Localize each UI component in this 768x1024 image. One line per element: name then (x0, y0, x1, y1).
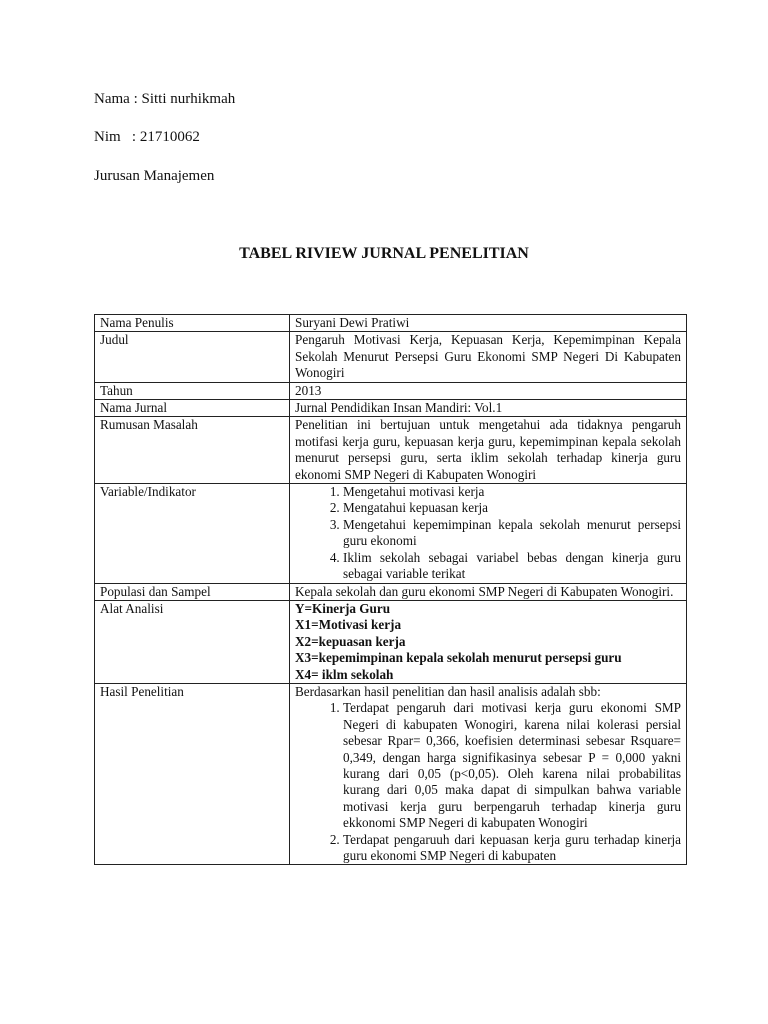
analysis-variable: X4= iklm sekolah (295, 666, 394, 682)
table-row (95, 382, 687, 399)
review-table (94, 314, 687, 865)
row-label-jurnal: Nama Jurnal (95, 400, 290, 417)
table-row (95, 417, 687, 484)
analysis-variable: X1=Motivasi kerja (295, 617, 402, 633)
list-item: 3. Mengetahui kepemimpinan kepala sekolah menurut persepsi guru ekonomi (343, 517, 681, 550)
row-value-rumusan: Penelitian ini bertujuan untuk mengetahui ada tidaknya pengaruh motifasi kerja guru, kepuasan kerja guru, kepemimpinan kepala sekolah menurut persepsi guru, serta iklim sekolah terhadap kinerja guru ekonomi SMP Negeri di Kabupaten Wonogiri (290, 417, 687, 484)
table-row (95, 600, 687, 683)
row-label-populasi: Populasi dan Sampel (95, 583, 290, 600)
table-row (95, 400, 687, 417)
student-nim: Nim : 21710062 (94, 129, 200, 145)
row-value-jurnal: Jurnal Pendidikan Insan Mandiri: Vol.1 (290, 400, 687, 417)
row-label-alat: Alat Analisi (95, 600, 290, 683)
row-value-alat (290, 600, 687, 683)
row-label-penulis: Nama Penulis (95, 315, 290, 332)
table-row (95, 683, 687, 864)
list-item: 2. Terdapat pengaruuh dari kepuasan kerja guru terhadap kinerja guru ekonomi SMP Negeri di kabupaten (343, 832, 681, 865)
table-row (95, 332, 687, 382)
results-list (295, 700, 681, 864)
table-row (95, 583, 687, 600)
analysis-variable: Y=Kinerja Guru (295, 600, 391, 616)
document-title: TABEL RIVIEW JURNAL PENELITIAN (239, 245, 529, 262)
row-value-hasil (290, 683, 687, 864)
row-label-rumusan: Rumusan Masalah (95, 417, 290, 484)
row-label-judul: Judul (95, 332, 290, 382)
row-value-penulis: Suryani Dewi Pratiwi (290, 315, 687, 332)
row-value-tahun: 2013 (290, 382, 687, 399)
student-department: Jurusan Manajemen (94, 168, 215, 184)
analysis-variable: X2=kepuasan kerja (295, 633, 406, 649)
row-value-judul: Pengaruh Motivasi Kerja, Kepuasan Kerja, Kepemimpinan Kepala Sekolah Menurut Persepsi Guru Ekonomi SMP Negeri Di Kabupaten Wonogiri (290, 332, 687, 382)
table-row (95, 484, 687, 583)
student-name: Nama : Sitti nurhikmah (94, 91, 236, 107)
table-row (95, 315, 687, 332)
variable-list (295, 484, 681, 582)
row-label-tahun: Tahun (95, 382, 290, 399)
list-item: 1. Mengetahui motivasi kerja (343, 484, 681, 500)
list-item: 2. Mengatahui kepuasan kerja (343, 500, 681, 516)
row-value-populasi: Kepala sekolah dan guru ekonomi SMP Negeri di Kabupaten Wonogiri. (290, 583, 687, 600)
list-item: 4. Iklim sekolah sebagai variabel bebas dengan kinerja guru sebagai variable terikat (343, 550, 681, 583)
row-label-hasil: Hasil Penelitian (95, 683, 290, 864)
list-item: 1. Terdapat pengaruh dari motivasi kerja guru ekonomi SMP Negeri di kabupaten Wonogiri, karena nilai kolerasi persial sebesar Rpar= 0,366, koefisien determinasi sebesar Rsquare= 0,349, dengan harga signifikasinya sebesar P = 0,000 yakni kurang dari 0,05 (p<0,05). Oleh karena nilai probabilitas kurang dari 0,05 maka dapat di simpulkan bahwa variable motivasi kerja guru berpengaruh terhadap kinerja guru ekkonomi SMP Negeri di kabupaten Wonogiri (343, 700, 681, 831)
analysis-variable: X3=kepemimpinan kepala sekolah menurut persepsi guru (295, 650, 622, 666)
row-label-variable: Variable/Indikator (95, 484, 290, 583)
row-value-variable (290, 484, 687, 583)
results-intro: Berdasarkan hasil penelitian dan hasil analisis adalah sbb: (295, 683, 601, 699)
